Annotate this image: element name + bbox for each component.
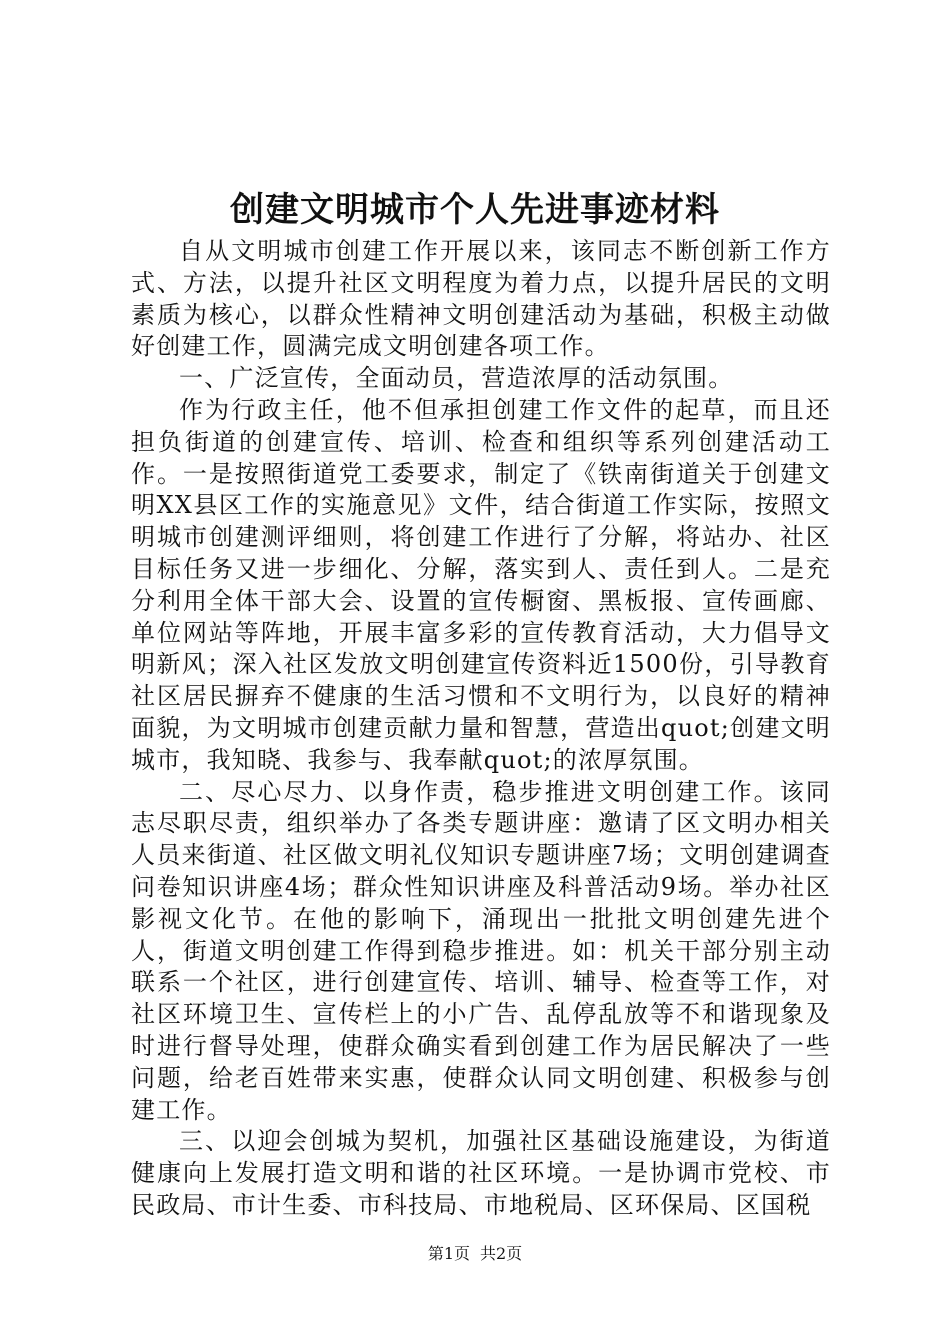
paragraph-intro: 自从文明城市创建工作开展以来，该同志不断创新工作方式、方法，以提升社区文明程度为着力点，以提升居民的文明素质为核心，以群众性精神文明创建活动为基础，积极主动做好创建工作，圆满完成文明创建各项工作。 [131, 237, 831, 361]
document-title: 创建文明城市个人先进事迹材料 [230, 190, 720, 230]
page-footer [0, 1243, 950, 1265]
paragraph-section-3: 三、以迎会创城为契机，加强社区基础设施建设，为街道健康向上发展打造文明和谐的社区环境。一是协调市党校、市民政局、市计生委、市科技局、市地税局、区环保局、区国税 [131, 1127, 831, 1219]
paragraph-section-2: 二、尽心尽力、以身作责，稳步推进文明创建工作。该同志尽职尽责，组织举办了各类专题讲座：邀请了区文明办相关人员来街道、社区做文明礼仪知识专题讲座7场；文明创建调查问卷知识讲座4场；群众性知识讲座及科普活动9场。举办社区影视文化节。在他的影响下，涌现出一批批文明创建先进个人，街道文明创建工作得到稳步推进。如：机关干部分别主动联系一个社区，进行创建宣传、培训、辅导、检查等工作，对社区环境卫生、宣传栏上的小广告、乱停乱放等不和谐现象及时进行督导处理，使群众确实看到创建工作为居民解决了一些问题，给老百姓带来实惠，使群众认同文明创建、积极参与创建工作。 [131, 777, 831, 1124]
page-number: 第1页 [427, 1244, 470, 1263]
page-total: 共2页 [480, 1244, 523, 1263]
paragraph-section-1-body: 作为行政主任，他不但承担创建工作文件的起草，而且还担负街道的创建宣传、培训、检查和组织等系列创建活动工作。一是按照街道党工委要求，制定了《铁南街道关于创建文明XX县区工作的实施意见》文件，结合街道工作实际，按照文明城市创建测评细则，将创建工作进行了分解，将站办、社区目标任务又进一步细化、分解，落实到人、责任到人。二是充分利用全体干部大会、设置的宣传橱窗、黑板报、宣传画廊、单位网站等阵地，开展丰富多彩的宣传教育活动，大力倡导文明新风；深入社区发放文明创建宣传资料近1500份，引导教育社区居民摒弃不健康的生活习惯和不文明行为，以良好的精神面貌，为文明城市创建贡献力量和智慧，营造出quot;创建文明城市，我知晓、我参与、我奉献quot;的浓厚氛围。 [131, 395, 831, 774]
document-body [131, 236, 831, 1222]
paragraph-section-1-heading: 一、广泛宣传，全面动员，营造浓厚的活动氛围。 [179, 364, 734, 393]
